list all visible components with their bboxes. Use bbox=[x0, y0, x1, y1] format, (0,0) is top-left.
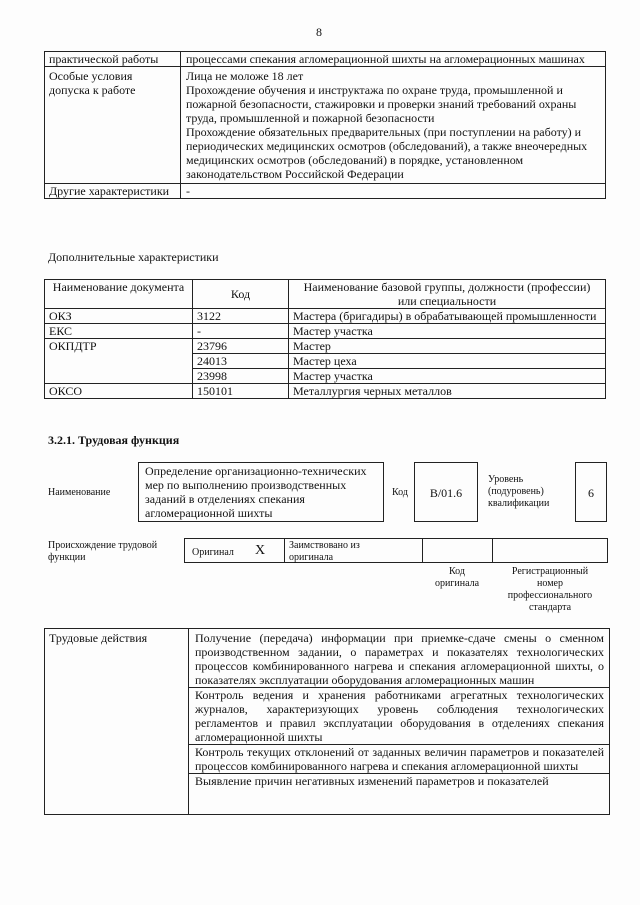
cell-doc: ОКЗ bbox=[45, 309, 193, 324]
labor-label: Трудовые действия bbox=[45, 629, 189, 815]
table-row bbox=[45, 184, 606, 199]
cell-name: Мастер участка bbox=[289, 324, 606, 339]
cell-name: Мастер bbox=[289, 339, 606, 354]
divider bbox=[284, 539, 285, 562]
table-row bbox=[45, 384, 606, 399]
divider bbox=[422, 539, 423, 562]
header-doc: Наименование документа bbox=[45, 280, 193, 309]
function-name: Определение организационно-технических мер по выполнению производственных заданий в отделениях спекания агломерационной шихты bbox=[145, 464, 367, 520]
table-row bbox=[45, 629, 610, 688]
labor-item: Контроль текущих отклонений от заданных величин параметров и показателей процессов комбинированного нагрева и спекания агломерационной шихты bbox=[189, 745, 610, 774]
cell-code: 3122 bbox=[193, 309, 289, 324]
row-value: Прохождение обучения и инструктажа по охране труда, промышленной и пожарной безопасности, стажировки и проверки знаний требований охраны труда, промышленной и пожарной безопасности bbox=[186, 83, 577, 125]
cell-code: 24013 bbox=[193, 354, 289, 369]
borrowed-label: Заимствовано из оригинала bbox=[289, 540, 360, 563]
cell-doc: ОКСО bbox=[45, 384, 193, 399]
row-label: Особые условия допуска к работе bbox=[45, 67, 181, 184]
cell-name: Мастера (бригадиры) в обрабатывающей промышленности bbox=[289, 309, 606, 324]
code-label: Код bbox=[392, 487, 408, 498]
origin-label: Происхождение трудовой функции bbox=[48, 540, 158, 563]
row-value: Лица не моложе 18 лет bbox=[186, 69, 304, 83]
level-box bbox=[575, 462, 607, 522]
cell-code: 150101 bbox=[193, 384, 289, 399]
cell-doc: ОКПДТР bbox=[45, 339, 193, 384]
cell-code: 23796 bbox=[193, 339, 289, 354]
table-row bbox=[45, 67, 606, 184]
origin-box bbox=[184, 538, 608, 563]
cell-code: 23998 bbox=[193, 369, 289, 384]
labor-item: Выявление причин негативных изменений параметров и показателей bbox=[189, 774, 610, 815]
row-value: - bbox=[186, 184, 190, 198]
table-header bbox=[45, 280, 606, 309]
table-row bbox=[45, 339, 606, 354]
labor-actions-table bbox=[44, 628, 610, 815]
table-row bbox=[45, 52, 606, 67]
cell-doc: ЕКС bbox=[45, 324, 193, 339]
original-mark: X bbox=[255, 543, 266, 558]
cell-code: - bbox=[193, 324, 289, 339]
cell-name: Мастер цеха bbox=[289, 354, 606, 369]
table-row bbox=[45, 309, 606, 324]
labor-item: Контроль ведения и хранения работниками агрегатных технологических журналов, характеризующих уровень соблюдения технологических регламентов и правил эксплуатации оборудования в отделениях спекания агломерационной шихты bbox=[189, 688, 610, 745]
header-code: Код bbox=[193, 280, 289, 309]
name-label: Наименование bbox=[48, 487, 111, 498]
reg-number-label: Регистрационный номер профессионального стандарта bbox=[507, 566, 593, 613]
row-label: Другие характеристики bbox=[45, 184, 181, 199]
row-label: практической работы bbox=[45, 52, 181, 67]
function-code-box bbox=[414, 462, 478, 522]
level-label: Уровень (подуровень) квалификации bbox=[488, 474, 550, 509]
level-value: 6 bbox=[588, 486, 594, 500]
additional-table bbox=[44, 279, 606, 399]
function-name-box bbox=[138, 462, 384, 522]
labor-item: Получение (передача) информации при приемке-сдаче смены о сменном производственном задании, о параметрах и показателях технологических процессов комбинированного нагрева и спекания агломерационной шихты, о показателях эксплуатации оборудования агломерационных машин bbox=[189, 629, 610, 688]
original-label: Оригинал bbox=[192, 547, 234, 558]
page-number: 8 bbox=[316, 25, 322, 39]
section-title: 3.2.1. Трудовая функция bbox=[48, 433, 180, 447]
row-value: процессами спекания агломерационной шихты на агломерационных машинах bbox=[186, 52, 585, 66]
row-value: Прохождение обязательных предварительных (при поступлении на работу) и периодических медицинских осмотров (обследований), а также внеочередных медицинских осмотров (обследований) в порядке, установленном законодательством Российской Федерации bbox=[186, 125, 588, 181]
function-code: В/01.6 bbox=[429, 486, 463, 500]
cell-name: Металлургия черных металлов bbox=[289, 384, 606, 399]
cell-name: Мастер участка bbox=[289, 369, 606, 384]
code-original-label: Код оригинала bbox=[434, 566, 480, 589]
header-name: Наименование базовой группы, должности (профессии) или специальности bbox=[289, 280, 606, 309]
additional-title: Дополнительные характеристики bbox=[48, 250, 219, 264]
divider bbox=[492, 539, 493, 562]
requirements-table bbox=[44, 51, 606, 199]
table-row bbox=[45, 324, 606, 339]
